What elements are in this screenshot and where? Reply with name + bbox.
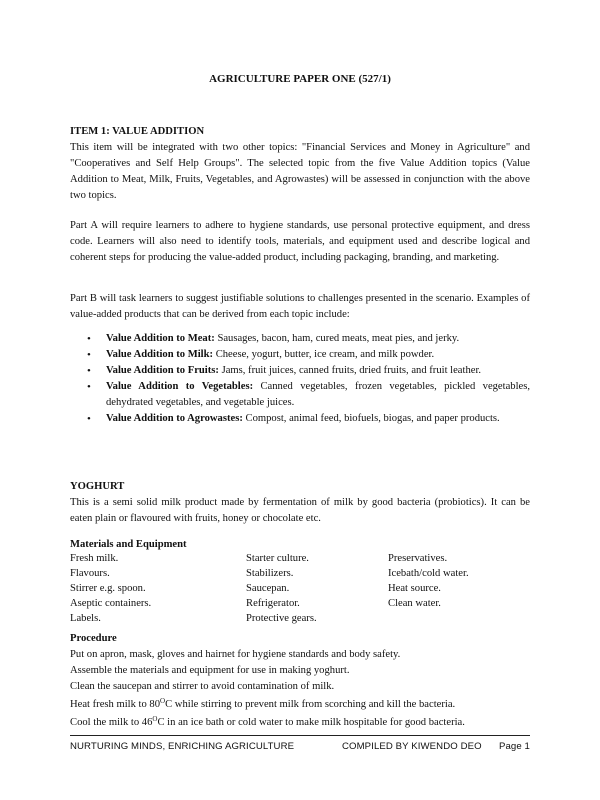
list-item: • Value Addition to Vegetables: Canned vegetables, frozen vegetables, pickled vegetables, dehydrated vegetables, and vegetable juices.: [70, 379, 530, 411]
list-item: Clean water.: [388, 598, 441, 609]
list-item: • Value Addition to Agrowastes: Compost, animal feed, biofuels, biogas, and paper products.: [70, 411, 530, 427]
list-item: Saucepan.: [246, 583, 290, 594]
list-item: Stirrer e.g. spoon.: [70, 583, 146, 594]
procedure-step: Clean the saucepan and stirrer to avoid contamination of milk.: [70, 681, 335, 692]
list-item: • Value Addition to Meat: Sausages, bacon, ham, cured meats, meat pies, and jerky.: [70, 331, 530, 347]
list-item: • Value Addition to Milk: Cheese, yogurt, butter, ice cream, and milk powder.: [70, 347, 530, 363]
list-item: Aseptic containers.: [70, 598, 152, 609]
yoghurt-section: [70, 479, 530, 527]
list-item: Starter culture.: [246, 553, 309, 564]
item1-intro: This item will be integrated with two other topics: "Financial Services and Money in Agriculture" and "Cooperatives and Self Help Groups". The selected topic from the five Value Addition topics (Value Addition to Meat, Milk, Fruits, Vegetables, and Agrowastes) will be assessed in conjunction with the above two topics.: [70, 142, 530, 201]
procedure-step: Put on apron, mask, gloves and hairnet for hygiene standards and body safety.: [70, 649, 401, 660]
part-a-paragraph: Part A will require learners to adhere to hygiene standards, use personal protective equipment, and dress code. Learners will also need to identify tools, materials, and equipment used and describe logical and coherent steps for producing the value-added product, including packaging, branding, and marketing.: [70, 220, 530, 263]
item1-heading: ITEM 1: VALUE ADDITION: [70, 126, 205, 137]
footer-motto: NURTURING MINDS, ENRICHING AGRICULTURE: [70, 741, 295, 752]
materials-column-3: [388, 551, 469, 611]
item1-section: [70, 124, 530, 204]
procedure-section: [70, 631, 530, 731]
procedure-heading: Procedure: [70, 633, 117, 644]
procedure-step: Assemble the materials and equipment for use in making yoghurt.: [70, 665, 350, 676]
part-b-paragraph: Part B will task learners to suggest justifiable solutions to challenges presented in the scenario. Examples of value-added products that can be derived from each topic include:: [70, 293, 530, 320]
procedure-step: Heat fresh milk to $80^OC$ while stirring to prevent milk from scorching and kill the bacteria.: [70, 697, 456, 710]
list-item: Flavours.: [70, 568, 110, 579]
materials-column-1: [70, 551, 151, 626]
list-item: • Value Addition to Fruits: Jams, fruit juices, canned fruits, dried fruits, and fruit leather.: [70, 363, 530, 379]
list-item: Preservatives.: [388, 553, 448, 564]
list-item: Heat source.: [388, 583, 441, 594]
list-item: Protective gears.: [246, 613, 317, 624]
materials-column-2: [246, 551, 317, 626]
list-item: Refrigerator.: [246, 598, 300, 609]
footer-author: COMPILED BY KIWENDO DEO: [342, 741, 482, 752]
materials-heading: Materials and Equipment: [70, 539, 187, 550]
page-title: AGRICULTURE PAPER ONE (527/1): [209, 73, 391, 85]
list-item: Stabilizers.: [246, 568, 294, 579]
list-item: Labels.: [70, 613, 101, 624]
value-addition-list: [70, 331, 530, 427]
procedure-step: Cool the milk to $46^OC$ in an ice bath or cold water to make milk hospitable for good bacteria.: [70, 715, 465, 728]
page-number: Page 1: [498, 741, 530, 752]
list-item: Fresh milk.: [70, 553, 119, 564]
yoghurt-intro: This is a semi solid milk product made by fermentation of milk by good bacteria (probiotics). It can be eaten plain or flavoured with fruits, honey or chocolate etc.: [70, 497, 530, 524]
list-item: Icebath/cold water.: [388, 568, 469, 579]
page-footer: [70, 735, 530, 754]
yoghurt-heading: YOGHURT: [70, 481, 125, 492]
